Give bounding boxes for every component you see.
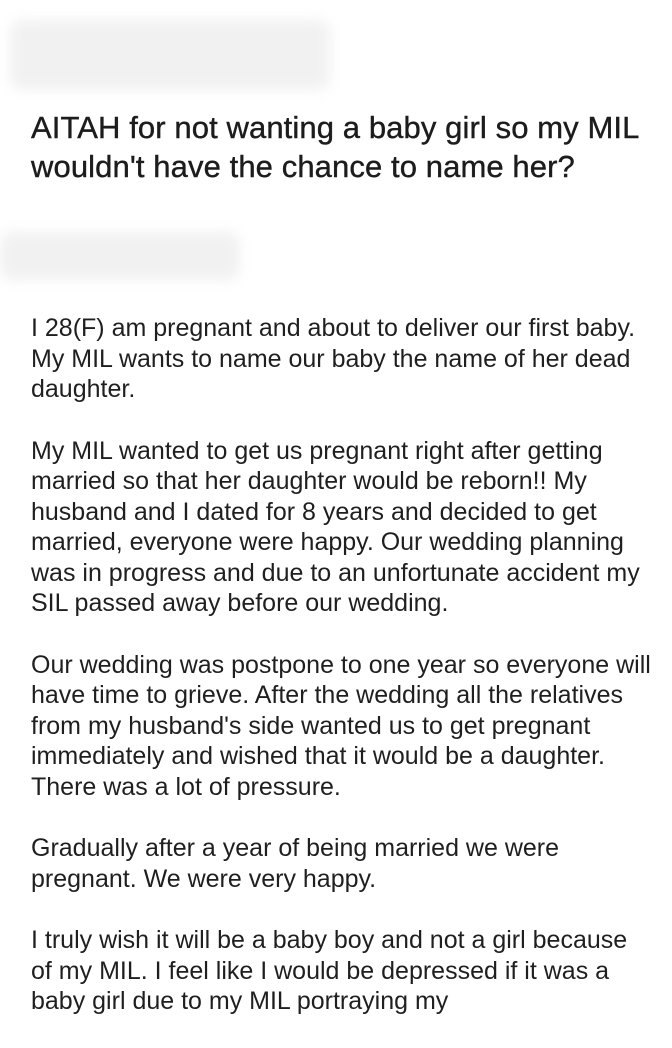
post-paragraph: Gradually after a year of being married we were pregnant. We were very happy. xyxy=(31,834,560,893)
post-body xyxy=(31,313,651,1048)
redacted-meta xyxy=(0,232,240,280)
post-paragraph: I truly wish it will be a baby boy and not a girl because of my MIL. I feel like I would be depressed if it was a baby girl due to my MIL portraying my xyxy=(31,926,628,1015)
redacted-header xyxy=(10,20,330,90)
post-paragraph: My MIL wanted to get us pregnant right after getting married so that her daughter would be reborn!! My husband and I dated for 8 years and decided to get married, everyone were happy. Our wedding planning was in progress and due to an unfortunate accident my SIL passed away before our wedding. xyxy=(31,436,640,617)
post xyxy=(31,108,643,186)
post-paragraph: Our wedding was postpone to one year so everyone will have time to grieve. After the wedding all the relatives from my husband's side wanted us to get pregnant immediately and wished that it would be a daughter. There was a lot of pressure. xyxy=(31,650,651,801)
post-title: AITAH for not wanting a baby girl so my MIL wouldn't have the chance to name her? xyxy=(31,110,639,184)
post-paragraph: I 28(F) am pregnant and about to deliver our first baby. My MIL wants to name our baby the name of her dead daughter. xyxy=(31,314,636,403)
